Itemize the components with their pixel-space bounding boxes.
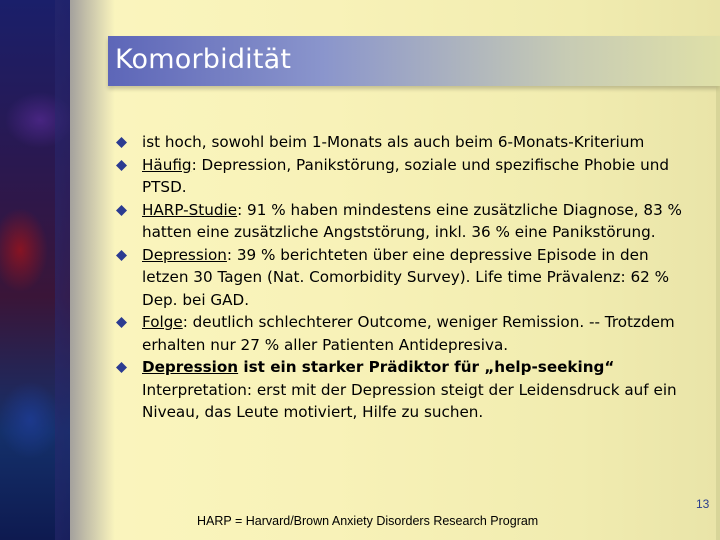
bullet-term: HARP-Studie (142, 200, 238, 219)
bullet-text: Interpretation: erst mit der Depression steigt der Leidensdruck auf ein Niveau, das Leute motiviert, Hilfe zu suchen. (142, 380, 677, 421)
bullet-text: : 91 % haben mindestens eine zusätzliche Diagnose, 83 % hatten eine zusätzliche Angststörung, inkl. 36 % eine Panikstörung. (142, 200, 682, 241)
decorative-side-fade (55, 0, 115, 540)
page-number: 13 (696, 497, 710, 511)
bullet-text: : Depression, Panikstörung, soziale und spezifische Phobie und PTSD. (142, 155, 669, 196)
bullet-term: Depression (142, 245, 227, 264)
diamond-bullet-icon (116, 137, 127, 148)
bullet-list (112, 131, 684, 424)
bullet-item (112, 154, 684, 199)
slide-title: Komorbidität (115, 44, 292, 75)
bullet-item (112, 199, 684, 244)
bullet-text: : deutlich schlechterer Outcome, weniger Remission. -- Trotzdem erhalten nur 27 % aller Patienten Antidepresiva. (142, 313, 675, 354)
bullet-item (112, 311, 684, 356)
diamond-bullet-icon (116, 160, 127, 171)
bullet-term: Depression (142, 358, 239, 376)
bullet-text: : 39 % berichteten über eine depressive Episode in den letzen 30 Tagen (Nat. Comorbidity Survey). Life time Prävalenz: 62 % Dep. bei GAD. (142, 245, 670, 309)
bullet-term: Häufig (142, 155, 192, 174)
bullet-item (112, 131, 684, 154)
decorative-right-edge (716, 86, 720, 540)
bullet-term: Folge (142, 313, 183, 331)
footnote: HARP = Harvard/Brown Anxiety Disorders Research Program (197, 514, 539, 528)
diamond-bullet-icon (116, 205, 127, 216)
bullet-item (112, 244, 684, 312)
diamond-bullet-icon (116, 317, 127, 328)
diamond-bullet-icon (116, 362, 127, 373)
bullet-item (112, 356, 684, 424)
bullet-bold-text: ist ein starker Prädiktor für „help-seeking“ (238, 358, 615, 376)
bullet-text: ist hoch, sowohl beim 1-Monats als auch beim 6-Monats-Kriterium (142, 133, 645, 151)
diamond-bullet-icon (116, 250, 127, 261)
